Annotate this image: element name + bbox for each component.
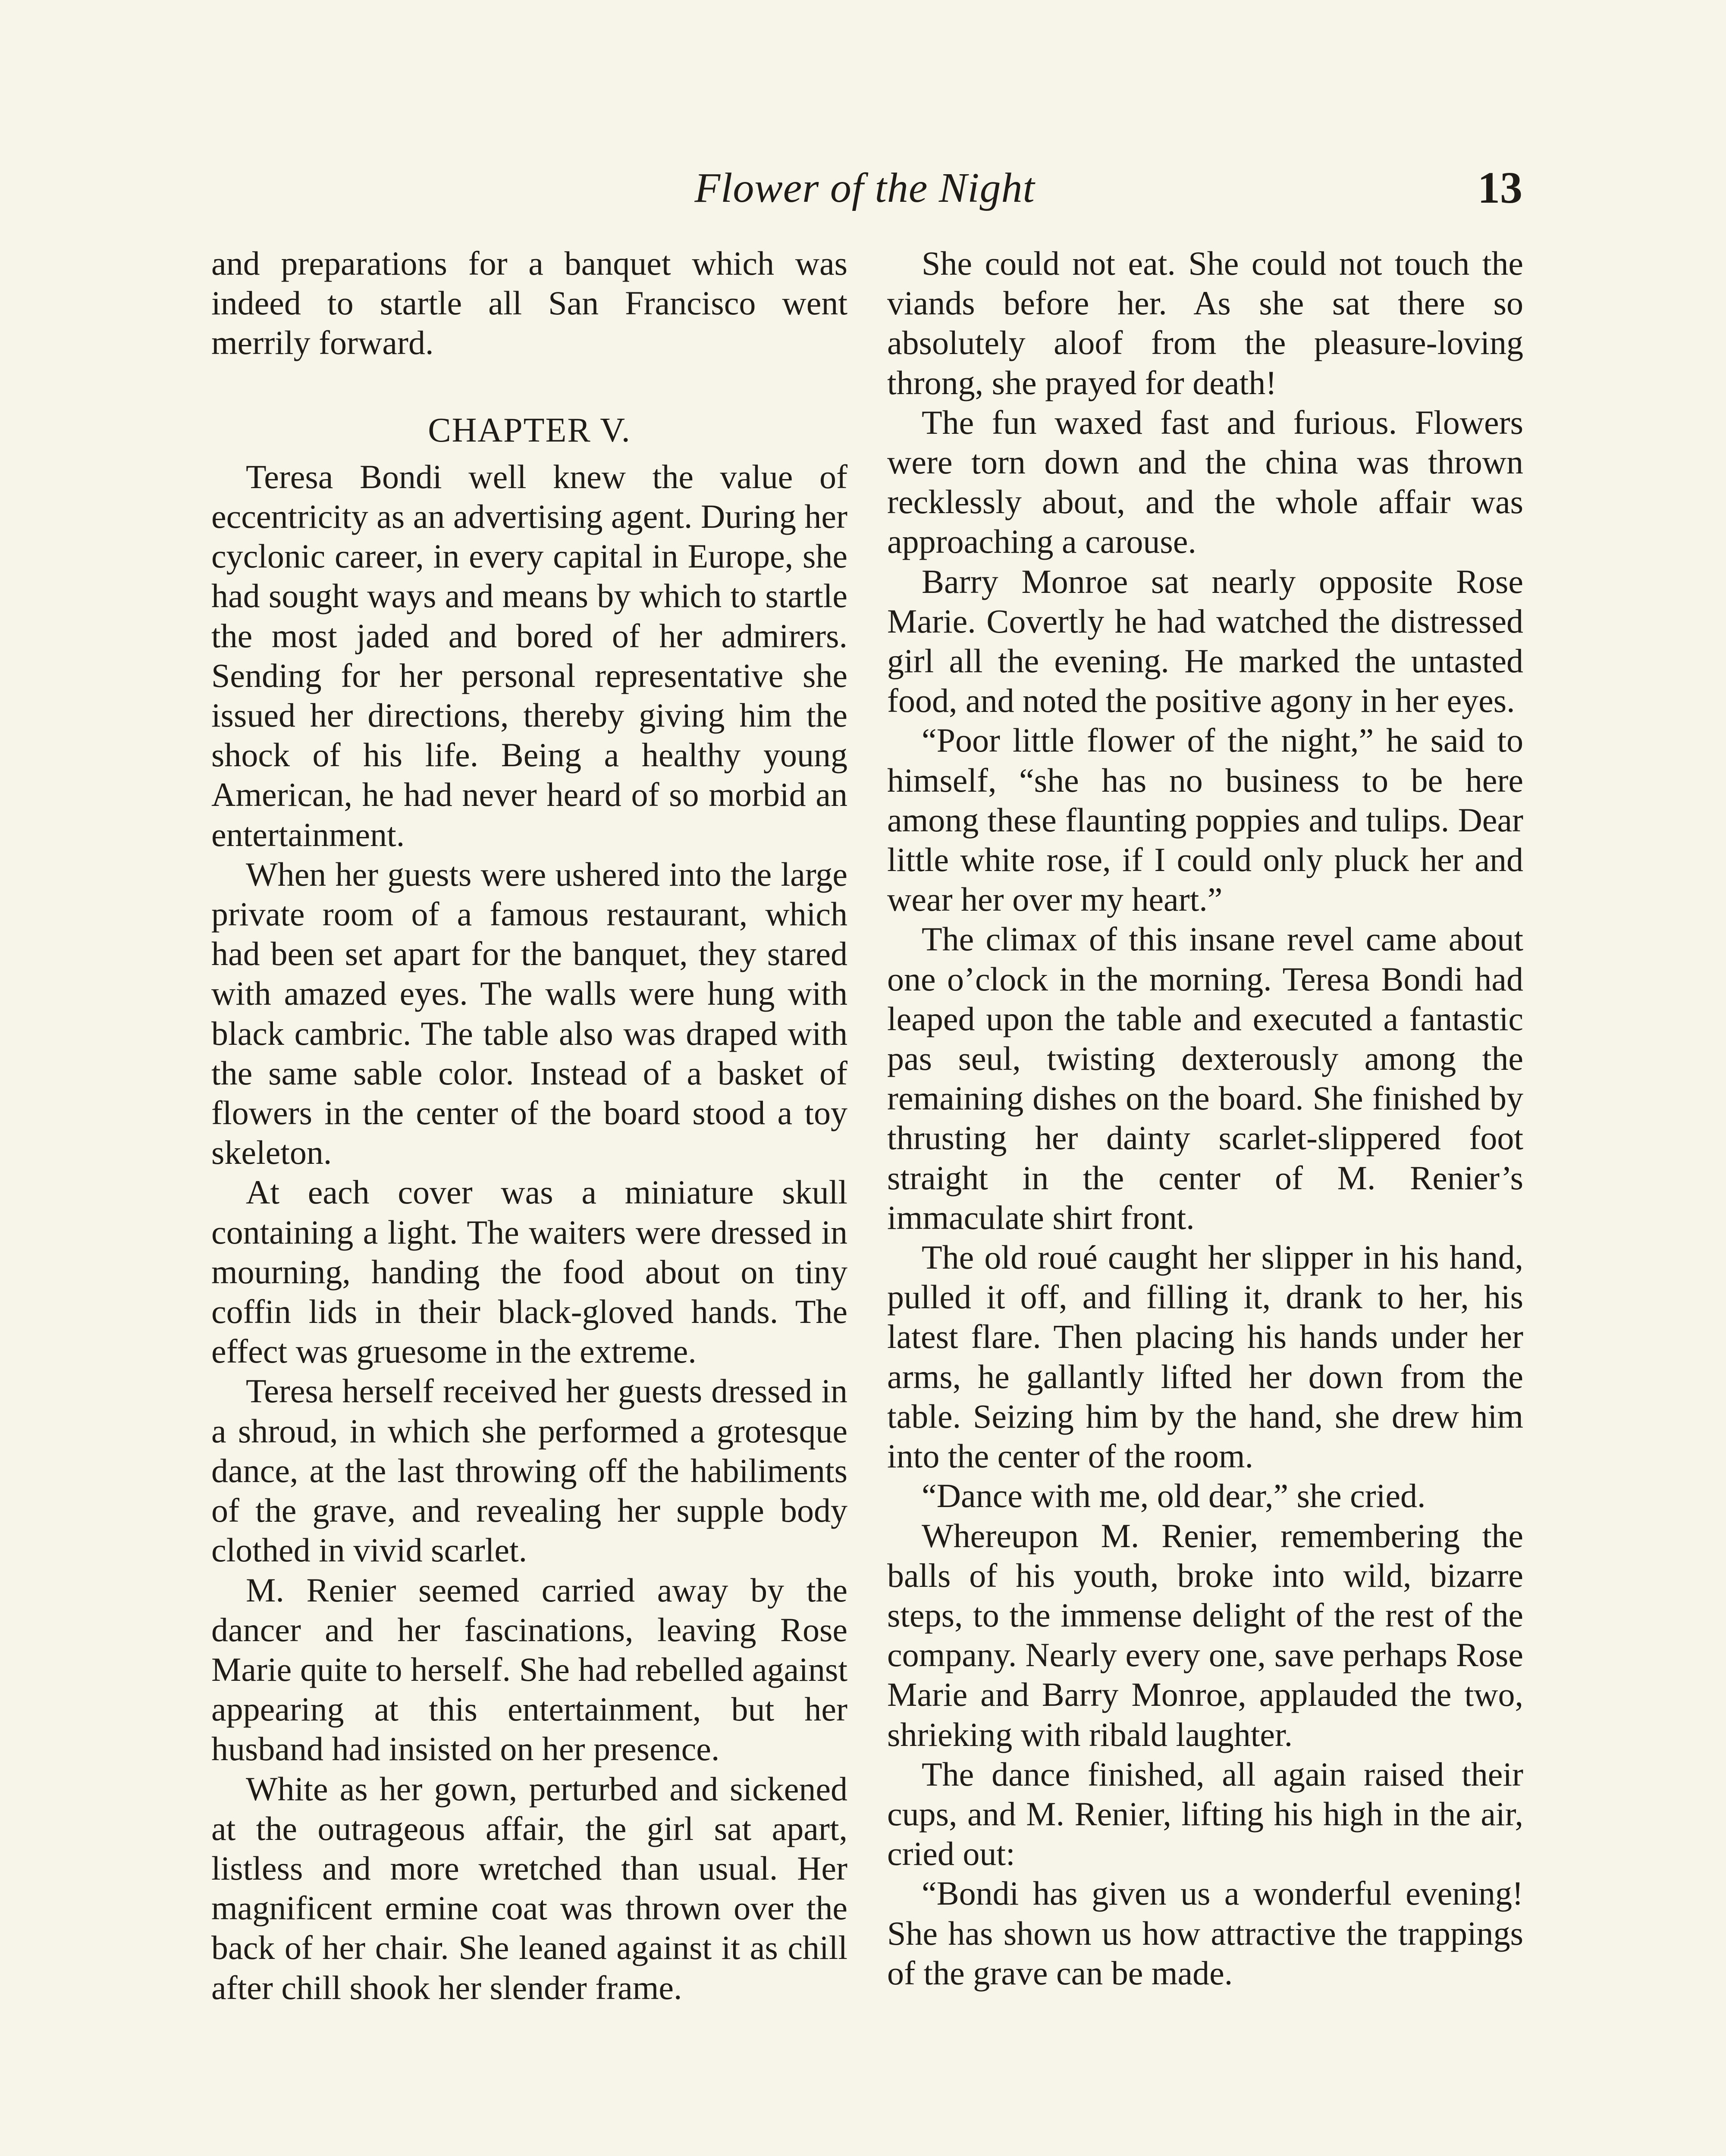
left-column	[211, 244, 847, 2008]
paragraph: Barry Monroe sat nearly opposite Rose Marie. Covertly he had watched the distressed girl all the evening. He marked the untasted food, and noted the positive agony in her eyes.	[887, 562, 1523, 720]
paragraph: Whereupon M. Renier, remembering the balls of his youth, broke into wild, bizarre steps, to the immense delight of the rest of the company. Nearly every one, save perhaps Rose Marie and Barry Monroe, applauded the two, shrieking with ribald laughter.	[887, 1517, 1523, 1753]
right-column	[887, 244, 1523, 1993]
running-title: Flower of the Night	[694, 165, 1035, 211]
paragraph: When her guests were ushered into the large private room of a famous restaurant, which had been set apart for the banquet, they stared with amazed eyes. The walls were hung with black cambric. The table also was draped with the same sable color. Instead of a basket of flowers in the center of the board stood a toy skeleton.	[211, 855, 847, 1172]
continued-paragraph: and preparations for a banquet which was indeed to startle all San Francisco went merrily forward.	[211, 244, 847, 362]
chapter-heading: CHAPTER V.	[428, 411, 631, 449]
paragraph: M. Renier seemed carried away by the dancer and her fascinations, leaving Rose Marie quite to herself. She had rebelled against appearing at this entertainment, but her husband had insisted on her presence.	[211, 1571, 847, 1768]
paragraph: White as her gown, perturbed and sickened at the outrageous affair, the girl sat apart, listless and more wretched than usual. Her magnificent ermine coat was thrown over the back of her chair. She leaned against it as chill after chill shook her slender frame.	[211, 1770, 847, 2006]
paragraph: Teresa Bondi well knew the value of eccentricity as an advertising agent. During her cyclonic career, in every capital in Europe, she had sought ways and means by which to startle the most jaded and bored of her admirers. Sending for her personal representative she issued her directions, thereby giving him the shock of his life. Being a healthy young American, he had never heard of so morbid an entertainment.	[211, 458, 847, 853]
paragraph: “Bondi has given us a wonderful evening! She has shown us how attractive the trappings of the grave can be made.	[887, 1874, 1523, 1992]
paragraph: Teresa herself received her guests dressed in a shroud, in which she performed a grotesque dance, at the last throwing off the habiliments of the grave, and revealing her supple body clothed in vivid scarlet.	[211, 1372, 847, 1569]
paragraph: The dance finished, all again raised their cups, and M. Renier, lifting his high in the air, cried out:	[887, 1755, 1523, 1873]
paragraph: At each cover was a miniature skull containing a light. The waiters were dressed in mourning, handing the food about on tiny coffin lids in their black-gloved hands. The effect was gruesome in the extreme.	[211, 1173, 847, 1370]
paragraph: “Dance with me, old dear,” she cried.	[922, 1477, 1426, 1515]
paragraph: The old roué caught her slipper in his hand, pulled it off, and filling it, drank to her, his latest flare. Then placing his hands under her arms, he gallantly lifted her down from the table. Seizing him by the hand, she drew him into the center of the room.	[887, 1238, 1523, 1475]
paragraph: The fun waxed fast and furious. Flowers were torn down and the china was thrown recklessly about, and the whole affair was approaching a carouse.	[887, 403, 1523, 561]
page-number: 13	[1478, 163, 1522, 213]
paragraph: “Poor little flower of the night,” he said to himself, “she has no business to be here among these flaunting poppies and tulips. Dear little white rose, if I could only pluck her and wear her over my heart.”	[887, 721, 1523, 918]
page-header	[207, 160, 1522, 220]
paragraph: The climax of this insane revel came about one o’clock in the morning. Teresa Bondi had leaped upon the table and executed a fantastic pas seul, twisting dexterously among the remaining dishes on the board. She finished by thrusting her dainty scarlet-slippered foot straight in the center of M. Renier’s immaculate shirt front.	[887, 920, 1523, 1236]
paragraph: She could not eat. She could not touch the viands before her. As she sat there so absolutely aloof from the pleasure-loving throng, she prayed for death!	[887, 244, 1523, 401]
